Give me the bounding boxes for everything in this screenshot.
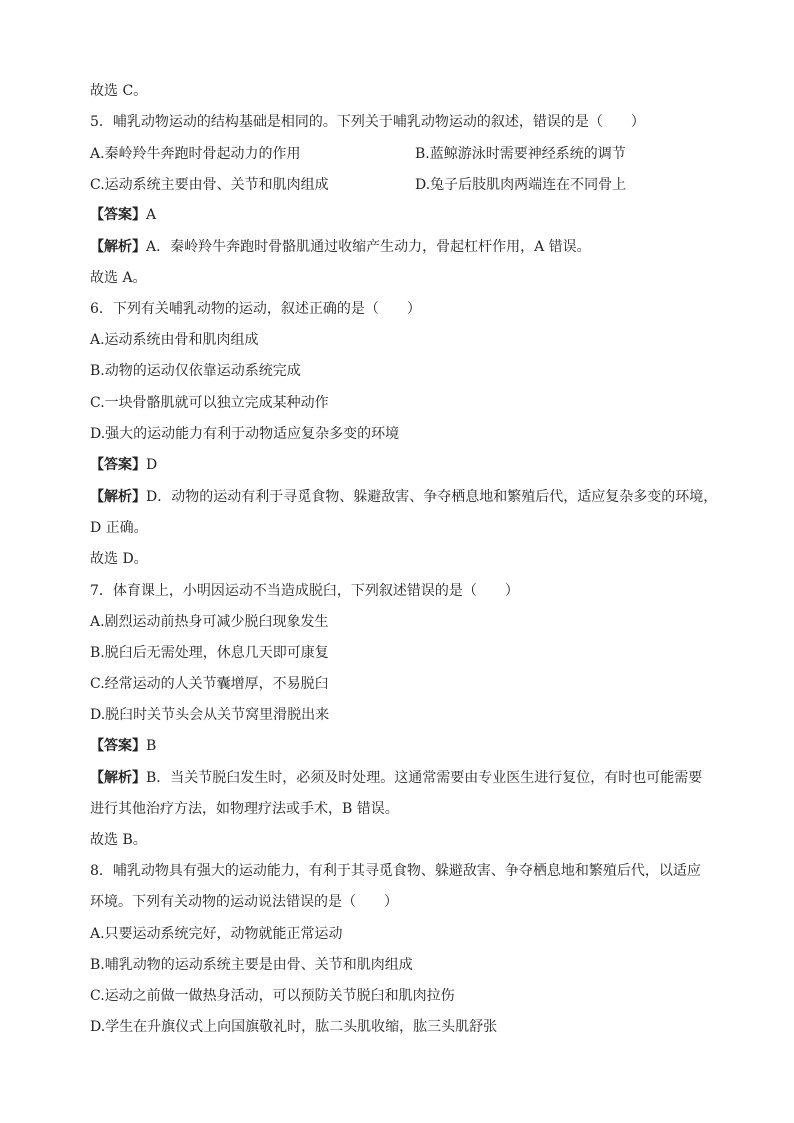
- q7-analysis-cont: 进行其他治疗方法，如物理疗法或手术，B 错误。: [90, 801, 399, 817]
- q7-option-b: B.脱臼后无需处理，休息几天即可康复: [90, 645, 329, 661]
- answer-value: A: [146, 207, 157, 223]
- analysis-tag: 【解析】: [90, 770, 146, 786]
- answer-tag: 【答案】: [90, 738, 146, 754]
- q8-option-b: B.哺乳动物的运动系统主要是由骨、关节和肌肉组成: [90, 957, 413, 973]
- q7-option-a: A.剧烈运动前热身可减少脱臼现象发生: [90, 614, 329, 630]
- q6-option-d: D.强大的运动能力有利于动物适应复杂多变的环境: [90, 426, 400, 442]
- answer-value: B: [146, 738, 157, 754]
- q5-option-d: D.兔子后肢肌肉两端连在不同骨上: [415, 177, 627, 193]
- q5-analysis: [90, 237, 591, 257]
- q5-choose: 故选 A。: [90, 270, 147, 286]
- analysis-text: D．动物的运动有利于寻觅食物、躲避敌害、争夺栖息地和繁殖后代，适应复杂多变的环境，: [146, 489, 718, 505]
- q5-answer: [90, 205, 156, 225]
- q8-stem-cont: 环境。下列有关动物的运动说法错误的是（ ）: [90, 894, 398, 910]
- analysis-tag: 【解析】: [90, 489, 146, 505]
- q8-option-d: D.学生在升旗仪式上向国旗敬礼时，肱二头肌收缩，肱三头肌舒张: [90, 1019, 498, 1035]
- analysis-text: B．当关节脱臼发生时，必须及时处理。这通常需要由专业医生进行复位，有时也可能需要: [146, 770, 703, 786]
- q8-option-c: C.运动之前做一做热身活动，可以预防关节脱臼和肌肉拉伤: [90, 988, 455, 1004]
- analysis-tag: 【解析】: [90, 239, 146, 255]
- answer-value: D: [146, 457, 158, 473]
- answer-tag: 【答案】: [90, 207, 146, 223]
- q6-option-a: A.运动系统由骨和肌肉组成: [90, 332, 259, 348]
- q6-stem: 6．下列有关哺乳动物的运动，叙述正确的是（ ）: [90, 301, 421, 317]
- q8-stem: 8．哺乳动物具有强大的运动能力，有利于其寻觅食物、躲避敌害、争夺栖息地和繁殖后代，以适应: [90, 863, 701, 879]
- q6-option-b: B.动物的运动仅依靠运动系统完成: [90, 363, 301, 379]
- q7-analysis: [90, 768, 702, 788]
- q6-answer: [90, 455, 157, 475]
- q6-choose: 故选 D。: [90, 551, 148, 567]
- q7-option-c: C.经常运动的人关节囊增厚，不易脱臼: [90, 676, 329, 692]
- q4-choose: 故选 C。: [90, 83, 148, 99]
- q6-analysis: [90, 487, 717, 507]
- analysis-text: A．秦岭羚牛奔跑时骨骼肌通过收缩产生动力，骨起杠杆作用，A 错误。: [146, 239, 591, 255]
- q5-stem: 5．哺乳动物运动的结构基础是相同的。下列关于哺乳动物运动的叙述，错误的是（ ）: [90, 114, 645, 130]
- q7-choose: 故选 B。: [90, 832, 147, 848]
- answer-tag: 【答案】: [90, 457, 146, 473]
- q7-stem: 7．体育课上，小明因运动不当造成脱臼，下列叙述错误的是（ ）: [90, 583, 519, 599]
- q5-option-a: A.秦岭羚牛奔跑时骨起动力的作用: [90, 146, 301, 162]
- q5-option-c: C.运动系统主要由骨、关节和肌肉组成: [90, 177, 329, 193]
- q7-answer: [90, 736, 156, 756]
- q8-option-a: A.只要运动系统完好，动物就能正常运动: [90, 926, 343, 942]
- q6-option-c: C.一块骨骼肌就可以独立完成某种动作: [90, 395, 329, 411]
- q5-option-b: B.蓝鲸游泳时需要神经系统的调节: [415, 146, 626, 162]
- q6-analysis-cont: D 正确。: [90, 520, 148, 536]
- q7-option-d: D.脱臼时关节头会从关节窝里滑脱出来: [90, 707, 330, 723]
